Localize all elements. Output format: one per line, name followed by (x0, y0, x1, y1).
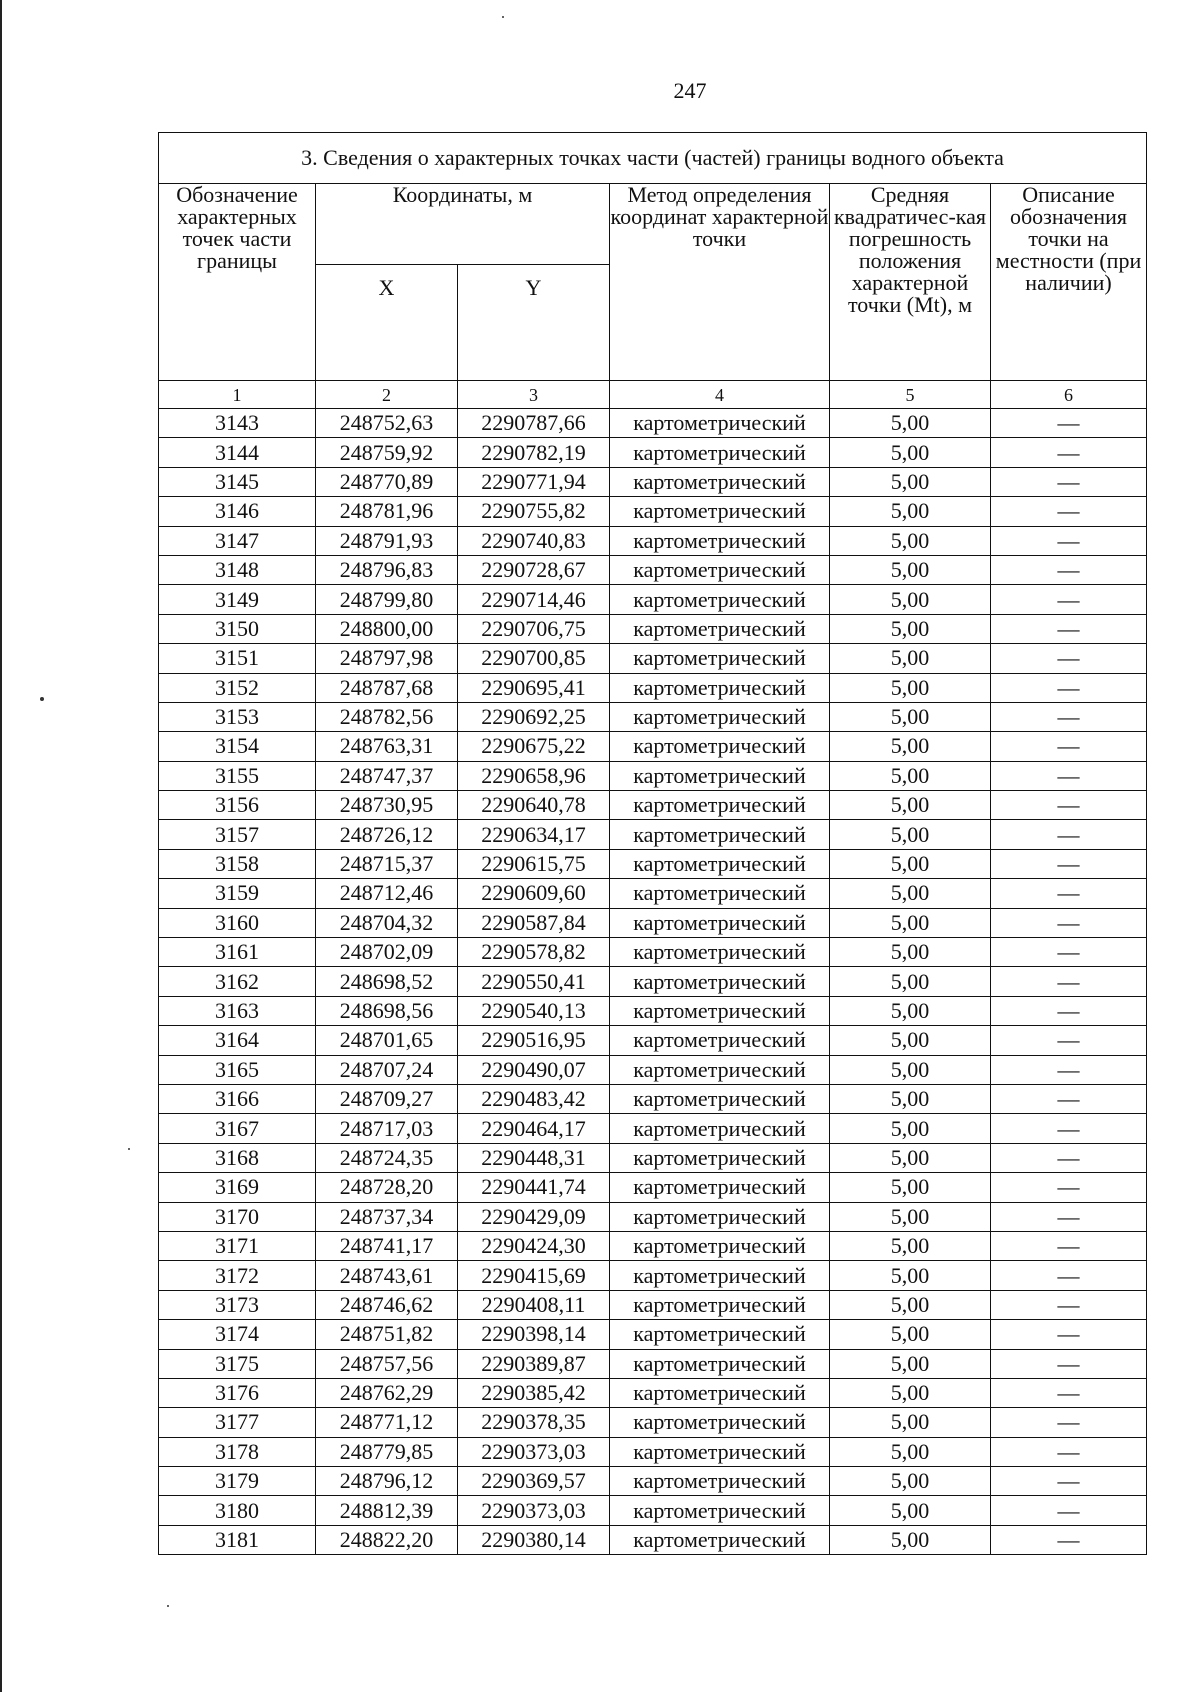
y-coordinate-cell: 2290695,41 (458, 673, 610, 702)
scan-speck (167, 1605, 169, 1607)
x-coordinate-cell: 248717,03 (316, 1114, 458, 1143)
method-cell: картометрический (610, 1320, 830, 1349)
x-coordinate-cell: 248799,80 (316, 585, 458, 614)
x-coordinate-cell: 248701,65 (316, 1026, 458, 1055)
table-row (159, 1320, 1147, 1349)
x-coordinate-cell: 248728,20 (316, 1173, 458, 1202)
y-coordinate-cell: 2290692,25 (458, 702, 610, 731)
method-cell: картометрический (610, 1114, 830, 1143)
method-cell: картометрический (610, 1261, 830, 1290)
boundary-points-table (158, 132, 1147, 1555)
accuracy-cell: 5,00 (830, 1467, 991, 1496)
y-coordinate-cell: 2290706,75 (458, 614, 610, 643)
y-coordinate-cell: 2290700,85 (458, 644, 610, 673)
description-cell: — (991, 1084, 1147, 1113)
method-cell: картометрический (610, 908, 830, 937)
table-row (159, 1143, 1147, 1172)
point-number-cell: 3169 (159, 1173, 316, 1202)
description-cell: — (991, 1202, 1147, 1231)
method-cell: картометрический (610, 526, 830, 555)
table-row (159, 526, 1147, 555)
point-number-cell: 3166 (159, 1084, 316, 1113)
method-cell: картометрический (610, 702, 830, 731)
description-cell: — (991, 967, 1147, 996)
accuracy-cell: 5,00 (830, 908, 991, 937)
description-cell: — (991, 644, 1147, 673)
point-number-cell: 3180 (159, 1496, 316, 1525)
x-coordinate-cell: 248796,12 (316, 1467, 458, 1496)
table-row (159, 1231, 1147, 1260)
column-number: 6 (991, 381, 1147, 409)
table-row (159, 1290, 1147, 1319)
description-cell: — (991, 732, 1147, 761)
method-cell: картометрический (610, 1202, 830, 1231)
description-cell: — (991, 1055, 1147, 1084)
description-cell: — (991, 555, 1147, 584)
point-number-cell: 3160 (159, 908, 316, 937)
y-coordinate-cell: 2290578,82 (458, 938, 610, 967)
description-cell: — (991, 702, 1147, 731)
x-coordinate-cell: 248771,12 (316, 1408, 458, 1437)
description-cell: — (991, 1261, 1147, 1290)
column-number: 1 (159, 381, 316, 409)
page-edge (0, 0, 2, 1692)
table-body (159, 409, 1147, 1555)
y-coordinate-cell: 2290609,60 (458, 879, 610, 908)
point-number-cell: 3158 (159, 849, 316, 878)
y-coordinate-cell: 2290373,03 (458, 1496, 610, 1525)
y-coordinate-cell: 2290714,46 (458, 585, 610, 614)
y-coordinate-cell: 2290441,74 (458, 1173, 610, 1202)
accuracy-cell: 5,00 (830, 1320, 991, 1349)
y-coordinate-cell: 2290424,30 (458, 1231, 610, 1260)
x-coordinate-cell: 248796,83 (316, 555, 458, 584)
method-cell: картометрический (610, 1231, 830, 1260)
description-cell: — (991, 1173, 1147, 1202)
description-cell: — (991, 879, 1147, 908)
accuracy-cell: 5,00 (830, 438, 991, 467)
table-row (159, 761, 1147, 790)
description-cell: — (991, 1437, 1147, 1466)
method-cell: картометрический (610, 585, 830, 614)
y-coordinate-cell: 2290398,14 (458, 1320, 610, 1349)
accuracy-cell: 5,00 (830, 467, 991, 496)
table-row (159, 938, 1147, 967)
x-coordinate-cell: 248702,09 (316, 938, 458, 967)
method-cell: картометрический (610, 467, 830, 496)
x-coordinate-cell: 248747,37 (316, 761, 458, 790)
point-number-cell: 3146 (159, 497, 316, 526)
column-numbers-row (159, 381, 1147, 409)
accuracy-cell: 5,00 (830, 409, 991, 438)
description-cell: — (991, 820, 1147, 849)
description-cell: — (991, 1496, 1147, 1525)
point-number-cell: 3157 (159, 820, 316, 849)
point-number-cell: 3181 (159, 1525, 316, 1554)
x-coordinate-cell: 248709,27 (316, 1084, 458, 1113)
method-cell: картометрический (610, 732, 830, 761)
accuracy-cell: 5,00 (830, 1261, 991, 1290)
method-cell: картометрический (610, 1525, 830, 1554)
y-coordinate-cell: 2290782,19 (458, 438, 610, 467)
accuracy-cell: 5,00 (830, 585, 991, 614)
y-coordinate-cell: 2290787,66 (458, 409, 610, 438)
x-coordinate-cell: 248751,82 (316, 1320, 458, 1349)
point-number-cell: 3155 (159, 761, 316, 790)
method-cell: картометрический (610, 938, 830, 967)
description-cell: — (991, 849, 1147, 878)
method-cell: картометрический (610, 614, 830, 643)
table-row (159, 438, 1147, 467)
x-coordinate-cell: 248822,20 (316, 1525, 458, 1554)
column-number: 2 (316, 381, 458, 409)
accuracy-cell: 5,00 (830, 849, 991, 878)
x-coordinate-cell: 248762,29 (316, 1378, 458, 1407)
accuracy-cell: 5,00 (830, 1349, 991, 1378)
point-number-cell: 3156 (159, 791, 316, 820)
x-coordinate-cell: 248698,52 (316, 967, 458, 996)
table-row (159, 732, 1147, 761)
y-coordinate-cell: 2290448,31 (458, 1143, 610, 1172)
table-row (159, 1055, 1147, 1084)
accuracy-cell: 5,00 (830, 820, 991, 849)
point-number-cell: 3163 (159, 996, 316, 1025)
y-coordinate-cell: 2290728,67 (458, 555, 610, 584)
point-number-cell: 3162 (159, 967, 316, 996)
accuracy-cell: 5,00 (830, 996, 991, 1025)
x-coordinate-cell: 248770,89 (316, 467, 458, 496)
accuracy-cell: 5,00 (830, 614, 991, 643)
accuracy-cell: 5,00 (830, 1055, 991, 1084)
table-row (159, 1114, 1147, 1143)
method-cell: картометрический (610, 1408, 830, 1437)
table-row (159, 1437, 1147, 1466)
table-row (159, 497, 1147, 526)
accuracy-cell: 5,00 (830, 555, 991, 584)
y-coordinate-cell: 2290429,09 (458, 1202, 610, 1231)
method-cell: картометрический (610, 820, 830, 849)
x-coordinate-cell: 248812,39 (316, 1496, 458, 1525)
table-row (159, 1525, 1147, 1554)
y-coordinate-cell: 2290464,17 (458, 1114, 610, 1143)
table-row (159, 555, 1147, 584)
point-number-cell: 3152 (159, 673, 316, 702)
point-number-cell: 3172 (159, 1261, 316, 1290)
accuracy-cell: 5,00 (830, 1231, 991, 1260)
accuracy-cell: 5,00 (830, 1173, 991, 1202)
x-coordinate-cell: 248726,12 (316, 820, 458, 849)
accuracy-cell: 5,00 (830, 1084, 991, 1113)
y-coordinate-cell: 2290373,03 (458, 1437, 610, 1466)
point-number-cell: 3149 (159, 585, 316, 614)
column-number: 4 (610, 381, 830, 409)
y-coordinate-cell: 2290640,78 (458, 791, 610, 820)
x-coordinate-cell: 248757,56 (316, 1349, 458, 1378)
point-number-cell: 3179 (159, 1467, 316, 1496)
table-row (159, 996, 1147, 1025)
x-coordinate-cell: 248787,68 (316, 673, 458, 702)
table-row (159, 702, 1147, 731)
description-cell: — (991, 1290, 1147, 1319)
description-cell: — (991, 761, 1147, 790)
description-cell: — (991, 673, 1147, 702)
accuracy-cell: 5,00 (830, 1408, 991, 1437)
point-number-cell: 3176 (159, 1378, 316, 1407)
description-cell: — (991, 497, 1147, 526)
y-coordinate-cell: 2290675,22 (458, 732, 610, 761)
description-cell: — (991, 614, 1147, 643)
method-cell: картометрический (610, 996, 830, 1025)
header-accuracy: Средняя квадратичес-кая погрешность положения характерной точки (Mt), м (830, 184, 991, 381)
method-cell: картометрический (610, 1349, 830, 1378)
description-cell: — (991, 1378, 1147, 1407)
y-coordinate-cell: 2290408,11 (458, 1290, 610, 1319)
accuracy-cell: 5,00 (830, 791, 991, 820)
point-number-cell: 3165 (159, 1055, 316, 1084)
point-number-cell: 3178 (159, 1437, 316, 1466)
method-cell: картометрический (610, 761, 830, 790)
description-cell: — (991, 791, 1147, 820)
table-row (159, 585, 1147, 614)
table-row (159, 1202, 1147, 1231)
table-row (159, 614, 1147, 643)
y-coordinate-cell: 2290540,13 (458, 996, 610, 1025)
scan-speck (40, 697, 44, 701)
header-description: Описание обозначения точки на местности (при наличии) (991, 184, 1147, 381)
point-number-cell: 3147 (159, 526, 316, 555)
accuracy-cell: 5,00 (830, 1290, 991, 1319)
y-coordinate-cell: 2290587,84 (458, 908, 610, 937)
table-row (159, 467, 1147, 496)
description-cell: — (991, 467, 1147, 496)
method-cell: картометрический (610, 1084, 830, 1113)
x-coordinate-cell: 248704,32 (316, 908, 458, 937)
x-coordinate-cell: 248730,95 (316, 791, 458, 820)
table-row (159, 1349, 1147, 1378)
point-number-cell: 3153 (159, 702, 316, 731)
scan-speck (502, 16, 504, 18)
description-cell: — (991, 908, 1147, 937)
x-coordinate-cell: 248782,56 (316, 702, 458, 731)
table-row (159, 849, 1147, 878)
x-coordinate-cell: 248715,37 (316, 849, 458, 878)
method-cell: картометрический (610, 1055, 830, 1084)
y-coordinate-cell: 2290516,95 (458, 1026, 610, 1055)
method-cell: картометрический (610, 1290, 830, 1319)
point-number-cell: 3151 (159, 644, 316, 673)
y-coordinate-cell: 2290771,94 (458, 467, 610, 496)
method-cell: картометрический (610, 1496, 830, 1525)
accuracy-cell: 5,00 (830, 497, 991, 526)
method-cell: картометрический (610, 555, 830, 584)
point-number-cell: 3177 (159, 1408, 316, 1437)
accuracy-cell: 5,00 (830, 526, 991, 555)
table-row (159, 908, 1147, 937)
table-row (159, 1378, 1147, 1407)
method-cell: картометрический (610, 1437, 830, 1466)
accuracy-cell: 5,00 (830, 673, 991, 702)
x-coordinate-cell: 248781,96 (316, 497, 458, 526)
header-x: X (316, 264, 458, 380)
accuracy-cell: 5,00 (830, 1202, 991, 1231)
table-row (159, 1408, 1147, 1437)
page-number: 247 (673, 78, 707, 103)
method-cell: картометрический (610, 849, 830, 878)
table-row (159, 1467, 1147, 1496)
description-cell: — (991, 1026, 1147, 1055)
y-coordinate-cell: 2290385,42 (458, 1378, 610, 1407)
section-title: 3. Сведения о характерных точках части (частей) границы водного объекта (159, 133, 1147, 184)
description-cell: — (991, 1114, 1147, 1143)
description-cell: — (991, 526, 1147, 555)
accuracy-cell: 5,00 (830, 879, 991, 908)
point-number-cell: 3175 (159, 1349, 316, 1378)
method-cell: картометрический (610, 438, 830, 467)
method-cell: картометрический (610, 1026, 830, 1055)
x-coordinate-cell: 248741,17 (316, 1231, 458, 1260)
point-number-cell: 3170 (159, 1202, 316, 1231)
x-coordinate-cell: 248737,34 (316, 1202, 458, 1231)
x-coordinate-cell: 248724,35 (316, 1143, 458, 1172)
description-cell: — (991, 1467, 1147, 1496)
point-number-cell: 3145 (159, 467, 316, 496)
accuracy-cell: 5,00 (830, 1378, 991, 1407)
method-cell: картометрический (610, 409, 830, 438)
x-coordinate-cell: 248707,24 (316, 1055, 458, 1084)
table-row (159, 967, 1147, 996)
y-coordinate-cell: 2290615,75 (458, 849, 610, 878)
accuracy-cell: 5,00 (830, 1143, 991, 1172)
table-row (159, 1026, 1147, 1055)
point-number-cell: 3173 (159, 1290, 316, 1319)
accuracy-cell: 5,00 (830, 1026, 991, 1055)
point-number-cell: 3143 (159, 409, 316, 438)
y-coordinate-cell: 2290483,42 (458, 1084, 610, 1113)
method-cell: картометрический (610, 791, 830, 820)
accuracy-cell: 5,00 (830, 702, 991, 731)
point-number-cell: 3148 (159, 555, 316, 584)
point-number-cell: 3159 (159, 879, 316, 908)
method-cell: картометрический (610, 673, 830, 702)
point-number-cell: 3171 (159, 1231, 316, 1260)
table-row (159, 644, 1147, 673)
method-cell: картометрический (610, 879, 830, 908)
table-row (159, 1496, 1147, 1525)
description-cell: — (991, 1231, 1147, 1260)
method-cell: картометрический (610, 1173, 830, 1202)
y-coordinate-cell: 2290550,41 (458, 967, 610, 996)
description-cell: — (991, 1408, 1147, 1437)
header-coordinates: Координаты, м (316, 184, 610, 265)
accuracy-cell: 5,00 (830, 1114, 991, 1143)
accuracy-cell: 5,00 (830, 1437, 991, 1466)
scan-speck (128, 1148, 130, 1150)
column-number: 5 (830, 381, 991, 409)
header-y: Y (458, 264, 610, 380)
y-coordinate-cell: 2290634,17 (458, 820, 610, 849)
table-row (159, 1084, 1147, 1113)
method-cell: картометрический (610, 967, 830, 996)
method-cell: картометрический (610, 1467, 830, 1496)
description-cell: — (991, 409, 1147, 438)
description-cell: — (991, 585, 1147, 614)
y-coordinate-cell: 2290415,69 (458, 1261, 610, 1290)
method-cell: картометрический (610, 1143, 830, 1172)
table-row (159, 1261, 1147, 1290)
table-row (159, 409, 1147, 438)
accuracy-cell: 5,00 (830, 1525, 991, 1554)
accuracy-cell: 5,00 (830, 732, 991, 761)
description-cell: — (991, 1349, 1147, 1378)
description-cell: — (991, 1525, 1147, 1554)
table-row (159, 791, 1147, 820)
accuracy-cell: 5,00 (830, 761, 991, 790)
x-coordinate-cell: 248800,00 (316, 614, 458, 643)
accuracy-cell: 5,00 (830, 967, 991, 996)
point-number-cell: 3161 (159, 938, 316, 967)
description-cell: — (991, 996, 1147, 1025)
point-number-cell: 3167 (159, 1114, 316, 1143)
x-coordinate-cell: 248746,62 (316, 1290, 458, 1319)
table-row (159, 879, 1147, 908)
x-coordinate-cell: 248752,63 (316, 409, 458, 438)
point-number-cell: 3154 (159, 732, 316, 761)
table-row (159, 820, 1147, 849)
accuracy-cell: 5,00 (830, 644, 991, 673)
x-coordinate-cell: 248791,93 (316, 526, 458, 555)
y-coordinate-cell: 2290658,96 (458, 761, 610, 790)
description-cell: — (991, 938, 1147, 967)
point-number-cell: 3168 (159, 1143, 316, 1172)
y-coordinate-cell: 2290389,87 (458, 1349, 610, 1378)
header-method: Метод определения координат характерной точки (610, 184, 830, 381)
description-cell: — (991, 1320, 1147, 1349)
accuracy-cell: 5,00 (830, 938, 991, 967)
y-coordinate-cell: 2290755,82 (458, 497, 610, 526)
description-cell: — (991, 1143, 1147, 1172)
method-cell: картометрический (610, 644, 830, 673)
table-row (159, 1173, 1147, 1202)
x-coordinate-cell: 248763,31 (316, 732, 458, 761)
header-point-designation: Обозначение характерных точек части границы (159, 184, 316, 381)
y-coordinate-cell: 2290490,07 (458, 1055, 610, 1084)
y-coordinate-cell: 2290740,83 (458, 526, 610, 555)
x-coordinate-cell: 248712,46 (316, 879, 458, 908)
y-coordinate-cell: 2290369,57 (458, 1467, 610, 1496)
x-coordinate-cell: 248759,92 (316, 438, 458, 467)
description-cell: — (991, 438, 1147, 467)
method-cell: картометрический (610, 497, 830, 526)
table-row (159, 673, 1147, 702)
column-number: 3 (458, 381, 610, 409)
point-number-cell: 3164 (159, 1026, 316, 1055)
y-coordinate-cell: 2290380,14 (458, 1525, 610, 1554)
point-number-cell: 3150 (159, 614, 316, 643)
x-coordinate-cell: 248698,56 (316, 996, 458, 1025)
point-number-cell: 3174 (159, 1320, 316, 1349)
method-cell: картометрический (610, 1378, 830, 1407)
x-coordinate-cell: 248779,85 (316, 1437, 458, 1466)
x-coordinate-cell: 248797,98 (316, 644, 458, 673)
x-coordinate-cell: 248743,61 (316, 1261, 458, 1290)
accuracy-cell: 5,00 (830, 1496, 991, 1525)
y-coordinate-cell: 2290378,35 (458, 1408, 610, 1437)
point-number-cell: 3144 (159, 438, 316, 467)
